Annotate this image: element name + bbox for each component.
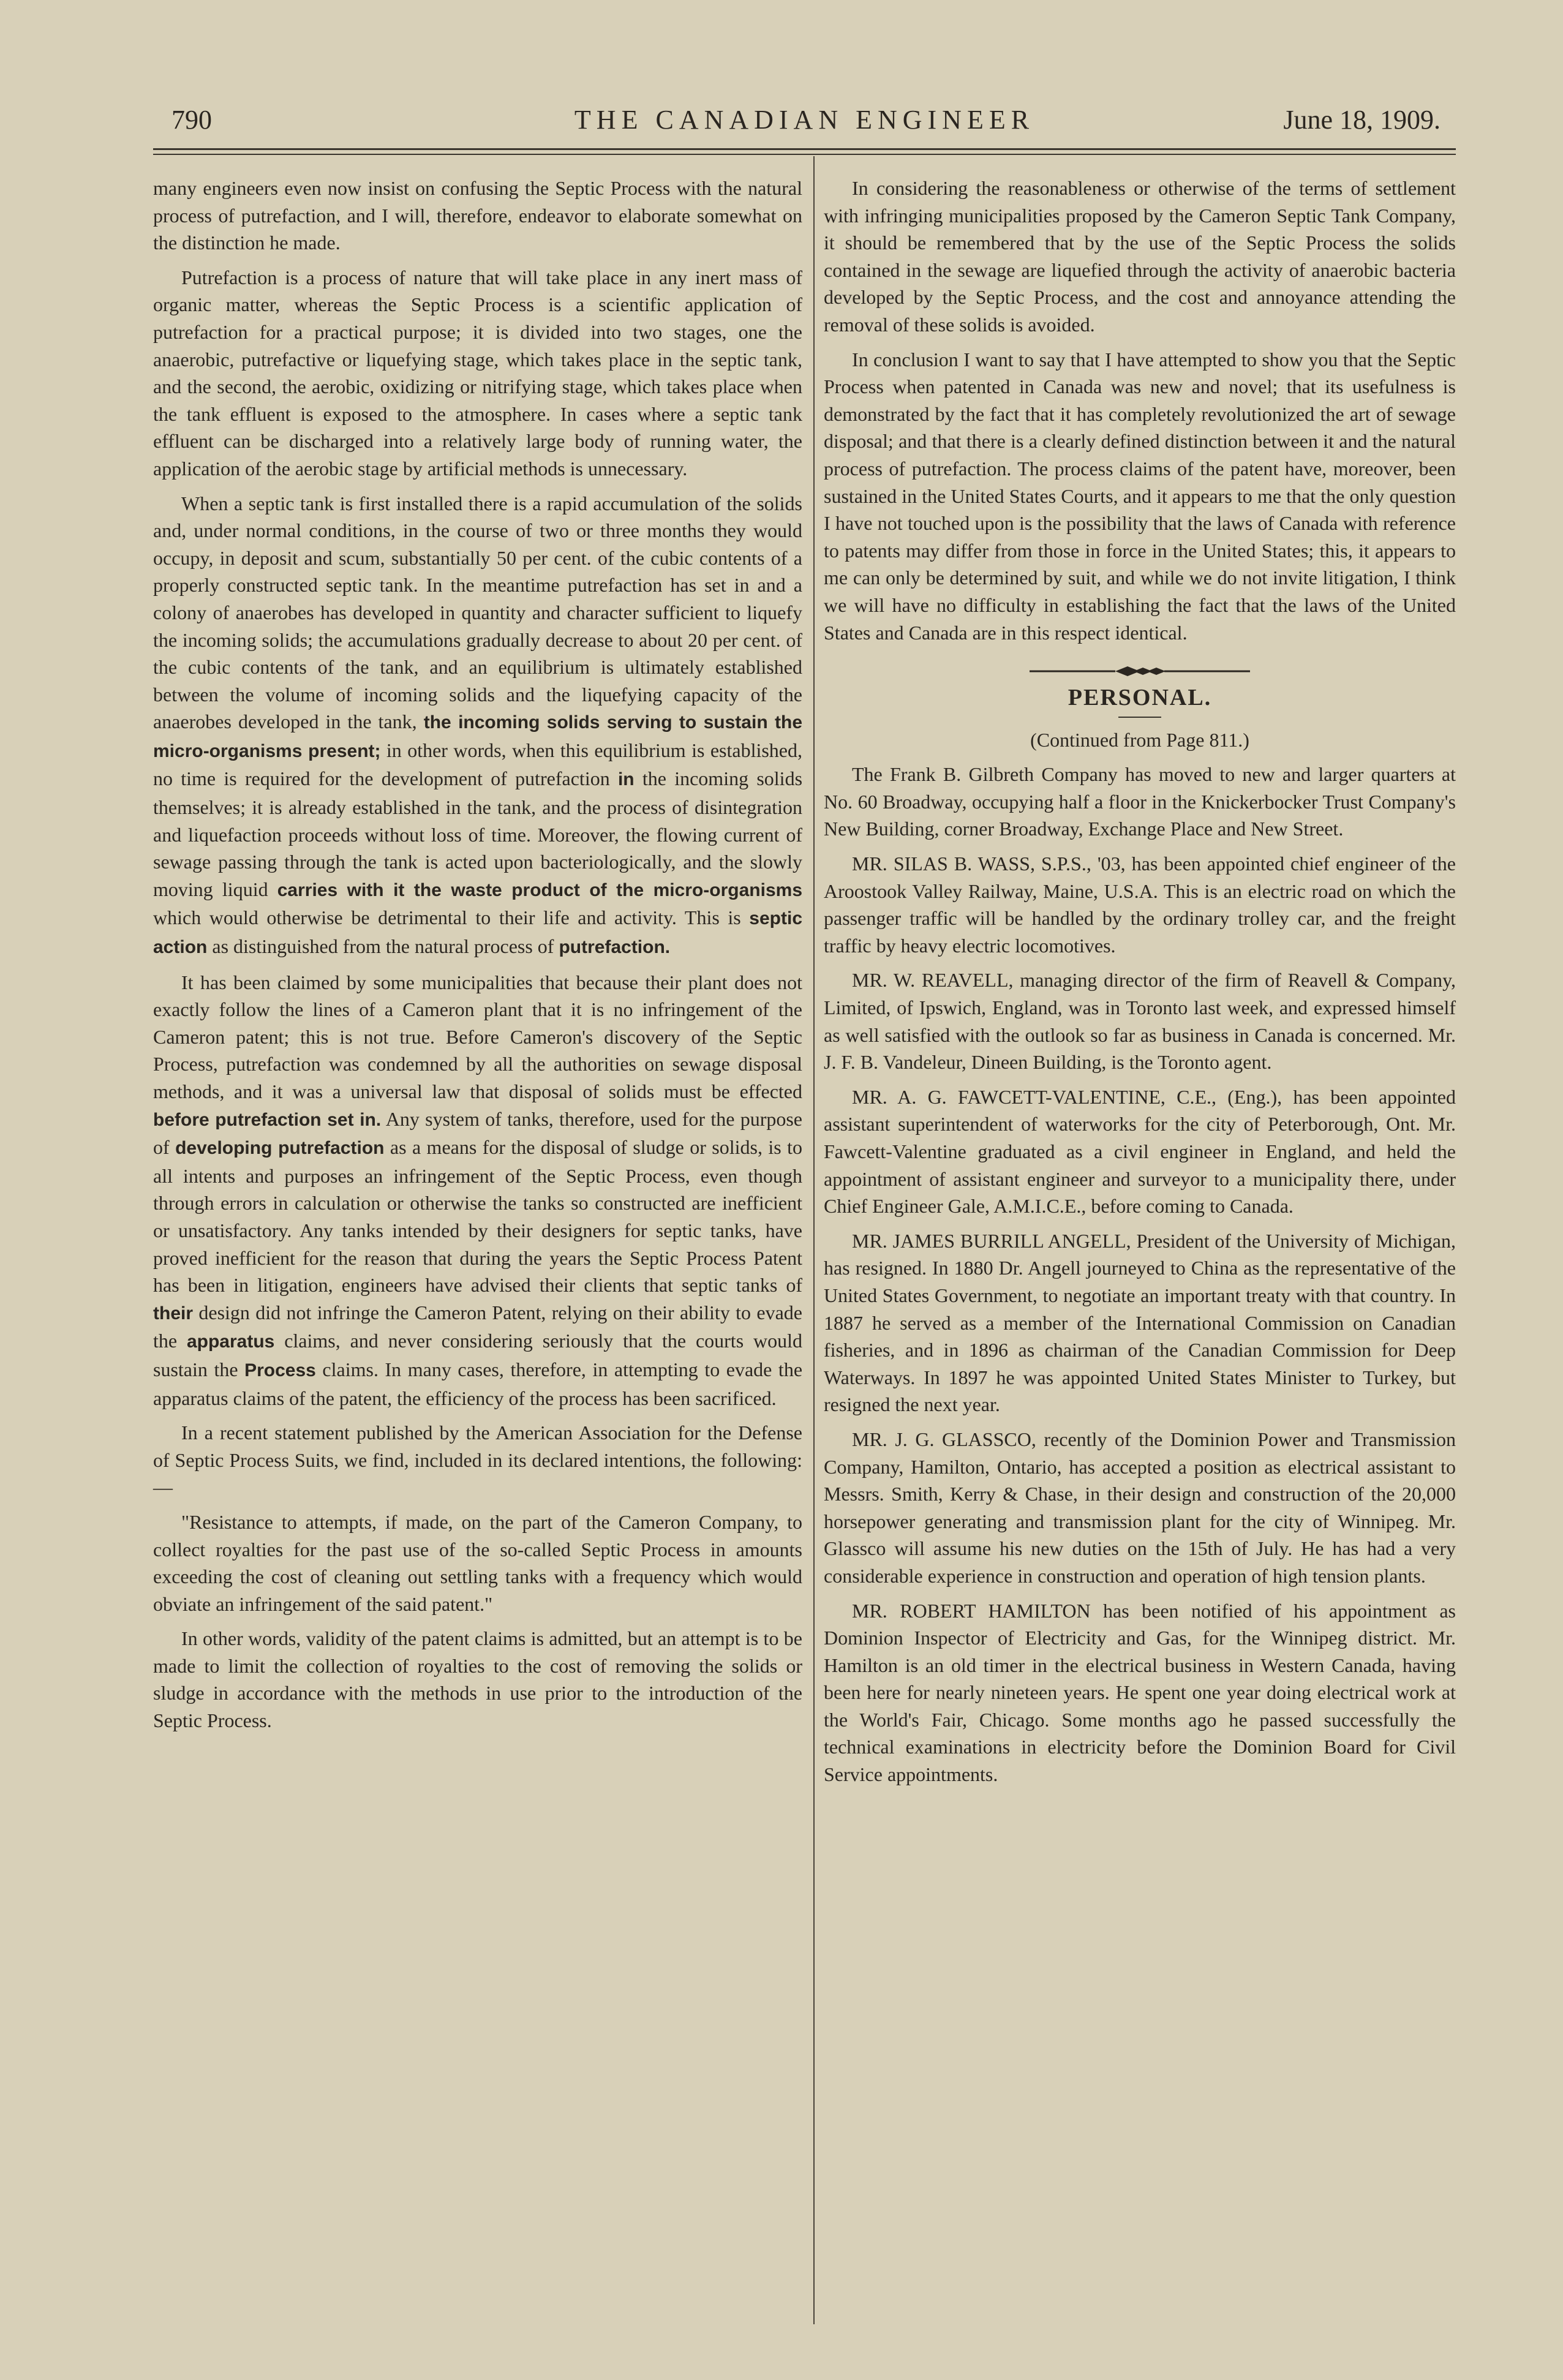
heading-rule: [1118, 717, 1161, 718]
emphasis-text: the incoming solids serving to sustain the micro-organisms present;: [153, 712, 803, 761]
text-run: which would otherwise be detrimental to their life and activity. This is: [153, 906, 741, 929]
paragraph: The Frank B. Gilbreth Company has moved to new and larger quarters at No. 60 Broadway, occupying half a floor in the Knickerbocker Trust Company's New Building, corner Broadway, Exchange Place and New Street.: [824, 763, 1456, 840]
paragraph: In other words, validity of the patent claims is admitted, but an attempt is to be made to limit the collection of royalties to the cost of removing the solids or sludge in accordance with the methods in use prior to the introduction of the Septic Process.: [153, 1627, 802, 1732]
column-divider: [813, 156, 815, 2324]
page-header: [153, 98, 1456, 141]
emphasis-text: carries with it the waste product of the micro-organisms: [277, 879, 803, 900]
text-run: claims, and never considering seriously that the courts would sustain the: [153, 1330, 802, 1380]
paragraph: MR. J. G. GLASSCO, recently of the Dominion Power and Transmission Company, Hamilton, Ontario, has accepted a position as electrical assistant to Messrs. Smith, Kerry & Chase, in their design and construction of the 20,000 horsepower generating and transmission plant for the city of Winnipeg. Mr. Glassco will assume his new duties on the 15th of July. He has had a very considerable experience in construction and operation of high tension plants.: [824, 1428, 1456, 1587]
text-run: It has been claimed by some municipalities that because their plant does not exactly follow the lines of a Cameron plant that it is no infringement of the Cameron patent; this is not true. Before Cameron's discovery of the Septic Process, putrefaction was condemned by all the authorities on sewage disposal methods, and it was a universal law that disposal of solids must be effected: [153, 971, 802, 1102]
page-number: 790: [171, 105, 212, 135]
issue-date: June 18, 1909.: [1283, 105, 1441, 135]
paragraph: Putrefaction is a process of nature that will take place in any inert mass of organic matter, whereas the Septic Process is a scientific application of putrefaction for a practical purpose; it is divided into two stages, one the anaerobic, putrefactive or liquefying stage, which takes place in the septic tank, and the second, the aerobic, oxidizing or nitrifying stage, which takes place when the tank effluent is exposed to the atmosphere. In cases where a septic tank effluent can be discharged into a relatively large body of running water, the application of the aerobic stage by artificial methods is unnecessary.: [153, 266, 802, 480]
left-column: [153, 175, 802, 1742]
emphasis-text: apparatus: [186, 1331, 275, 1352]
emphasis-text: in: [617, 769, 635, 790]
paragraph: In considering the reasonableness or otherwise of the terms of settlement with infringing municipalities proposed by the Cameron Septic Tank Company, it should be remembered that by the use of the Septic Process the solids contained in the sewage are liquefied through the activity of anaerobic bacteria developed by the Septic Process, and the cost and annoyance attending the removal of these solids is avoided.: [824, 177, 1456, 336]
paragraph: [153, 969, 802, 1412]
header-rule-bottom: [153, 154, 1456, 155]
text-run: as distinguished from the natural process of: [212, 935, 554, 958]
ornament-divider-icon: [824, 658, 1456, 673]
section-heading: PERSONAL.: [1068, 685, 1212, 711]
paragraph: MR. W. REAVELL, managing director of the firm of Reavell & Company, Limited, of Ipswich, England, was in Toronto last week, and expressed himself as well satisfied with the outlook so far as business in Canada is concerned. Mr. J. F. B. Vandeleur, Dineen Building, is the Toronto agent.: [824, 969, 1456, 1074]
emphasis-text: Process: [244, 1360, 316, 1380]
article-columns: [153, 175, 1456, 2343]
paragraph: MR. A. G. FAWCETT-VALENTINE, C.E., (Eng.), has been appointed assistant superintendent of waterworks for the city of Peterborough, Ont. Mr. Fawcett-Valentine graduated as a civil engineer in England, and held the appointment of assistant engineer and surveyor to a municipality there, under Chief Engineer Gale, A.M.I.C.E., before coming to Canada.: [824, 1085, 1456, 1218]
paragraph: MR. SILAS B. WASS, S.P.S., '03, has been appointed chief engineer of the Aroostook Valley Railway, Maine, U.S.A. This is an electric road on which the passenger traffic will be handled by the ordinary trolley car, and the freight traffic by heavy electric locomotives.: [824, 853, 1456, 957]
header-rule-top: [153, 148, 1456, 150]
paragraph: MR. JAMES BURRILL ANGELL, President of the University of Michigan, has resigned. In 1880 Dr. Angell journeyed to China as the representative of the United States Government, to negotiate an important treaty with that country. In 1887 he served as a member of the International Commission on Canadian fisheries, and in 1896 as chairman of the Canadian Commission for Deep Waterways. In 1897 he was appointed United States Minister to Turkey, but resigned the next year.: [824, 1229, 1456, 1416]
text-run: Any system of tanks, therefore, used for the purpose of: [153, 1107, 802, 1159]
continued-note: (Continued from Page 811.): [1030, 728, 1249, 751]
journal-title: THE CANADIAN ENGINEER: [574, 105, 1035, 135]
paragraph: [153, 490, 802, 962]
text-run: the incoming solids themselves; it is already established in the tank, and the process of disintegration and liquefaction proceeds without loss of time. Moreover, the flowing current of sewage passing through the tank is acted upon bacteriologically, and the slowly moving liquid: [153, 767, 803, 900]
right-column: [824, 175, 1456, 1796]
emphasis-text: before putrefaction set in.: [153, 1109, 382, 1130]
text-run: When a septic tank is first installed there is a rapid accumulation of the solids and, under normal conditions, in the course of two or three months they would occupy, in deposit and scum, substantially 50 per cent. of the cubic contents of a properly constructed septic tank. In the meantime putrefaction has set in and a colony of anaerobes has developed in quantity and character sufficient to liquefy the incoming solids; the accumulations gradually decrease to about 20 per cent. of the cubic contents of the tank, and an equilibrium is ultimately established between the volume of incoming solids and the liquefying capacity of the anaerobes developed in the tank,: [153, 492, 802, 733]
paragraph: many engineers even now insist on confusing the Septic Process with the natural process of putrefaction, and I will, therefore, endeavor to elaborate somewhat on the distinction he made.: [153, 177, 802, 254]
quotation: "Resistance to attempts, if made, on the part of the Cameron Company, to collect royalties for the past use of the so-called Septic Process in amounts exceeding the cost of cleaning out settling tanks with a frequency which would obviate an infringement of the said patent.": [153, 1510, 802, 1615]
text-run: claims. In many cases, therefore, in attempting to evade the apparatus claims of the patent, the efficiency of the process has been sacrificed.: [153, 1358, 803, 1409]
emphasis-text: septic action: [153, 908, 803, 958]
text-run: design did not infringe the Cameron Patent, relying on their ability to evade the: [153, 1301, 803, 1352]
text-run: in other words, when this equilibrium is established, no time is required for the development of putrefaction: [153, 739, 802, 790]
paragraph: MR. ROBERT HAMILTON has been notified of his appointment as Dominion Inspector of Electricity and Gas, for the Winnipeg district. Mr. Hamilton is an old timer in the electrical business in Western Canada, having been here for nearly nineteen years. He spent one year doing electrical work at the World's Fair, Chicago. Some months ago he passed successfully the technical examinations in electricity before the Dominion Board for Civil Service appointments.: [824, 1599, 1456, 1786]
emphasis-text: their: [153, 1303, 194, 1324]
text-run: as a means for the disposal of sludge or solids, is to all intents and purposes an infringement of the Septic Process, even though through errors in calculation or otherwise the tanks so constructed are inefficient or unsatisfactory. Any tanks intended by their designers for septic tanks, have proved inefficient for the reason that during the years the Septic Process Patent has been in litigation, engineers have advised their clients that septic tanks of: [153, 1136, 802, 1297]
emphasis-text: putrefaction.: [559, 937, 671, 958]
emphasis-text: developing putrefaction: [175, 1138, 385, 1159]
paragraph: In conclusion I want to say that I have attempted to show you that the Septic Process when patented in Canada was new and novel; that its usefulness is demonstrated by the fact that it has completely revolutionized the art of sewage disposal; and that there is a clearly defined distinction between it and the natural process of putrefaction. The process claims of the patent have, moreover, been sustained in the United States Courts, and it appears to me that the only question I have not touched upon is the possibility that the laws of Canada with reference to patents may differ from those in force in the United States; this, it appears to me can only be determined by suit, and while we do not invite litigation, I think we will have no difficulty in establishing the fact that the laws of the United States and Canada are in this respect identical.: [824, 348, 1456, 644]
paragraph: In a recent statement published by the American Association for the Defense of Septic Process Suits, we find, included in its declared intentions, the following:—: [153, 1422, 802, 1499]
